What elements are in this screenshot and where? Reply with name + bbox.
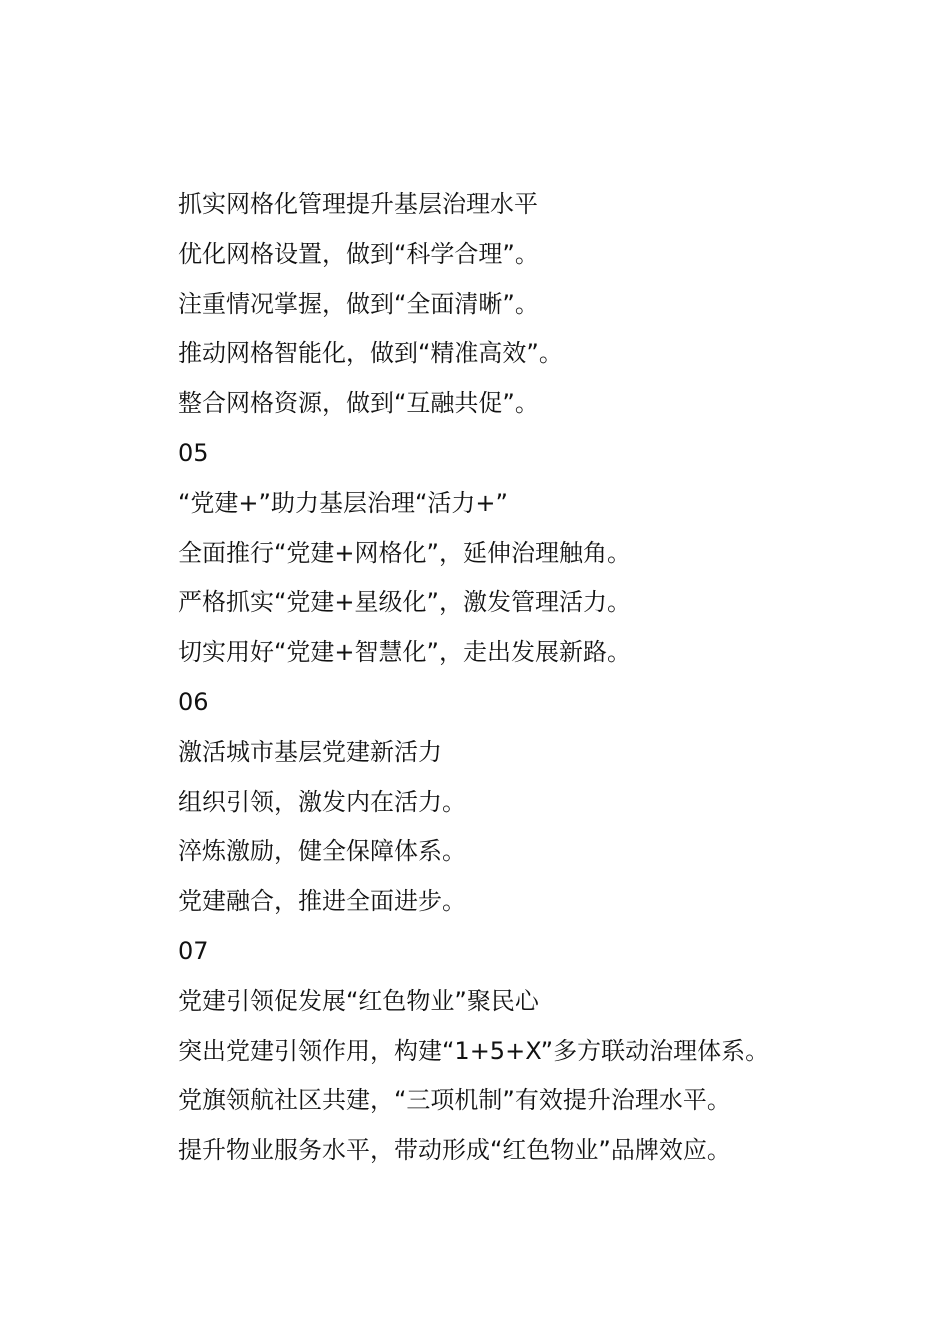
body-line: 注重情况掌握，做到“全面清晰”。 bbox=[178, 289, 539, 318]
body-line: 提升物业服务水平，带动形成“红色物业”品牌效应。 bbox=[178, 1136, 731, 1165]
body-line: 切实用好“党建+智慧化”，走出发展新路。 bbox=[178, 638, 631, 667]
section-number: 06 bbox=[178, 687, 209, 716]
body-line: 党旗领航社区共建，“三项机制”有效提升治理水平。 bbox=[178, 1086, 731, 1115]
body-line: 优化网格设置，做到“科学合理”。 bbox=[178, 239, 539, 268]
section-heading: 党建引领促发展“红色物业”聚民心 bbox=[178, 986, 539, 1015]
body-line: 组织引领，激发内在活力。 bbox=[178, 787, 466, 816]
section-number: 07 bbox=[178, 936, 209, 965]
section-heading: “党建+”助力基层治理“活力+” bbox=[178, 488, 508, 517]
document-body bbox=[178, 180, 878, 1176]
body-line: 党建融合，推进全面进步。 bbox=[178, 887, 466, 916]
body-line: 整合网格资源，做到“互融共促”。 bbox=[178, 389, 539, 418]
body-line: 突出党建引领作用，构建“1+5+X”多方联动治理体系。 bbox=[178, 1036, 770, 1065]
section-heading: 激活城市基层党建新活力 bbox=[178, 737, 442, 766]
section-heading: 抓实网格化管理提升基层治理水平 bbox=[178, 190, 538, 218]
body-line: 全面推行“党建+网格化”，延伸治理触角。 bbox=[178, 538, 631, 567]
section-number: 05 bbox=[178, 438, 209, 467]
body-line: 推动网格智能化，做到“精准高效”。 bbox=[178, 339, 563, 368]
body-line: 淬炼激励，健全保障体系。 bbox=[178, 837, 466, 866]
body-line: 严格抓实“党建+星级化”，激发管理活力。 bbox=[178, 588, 631, 617]
